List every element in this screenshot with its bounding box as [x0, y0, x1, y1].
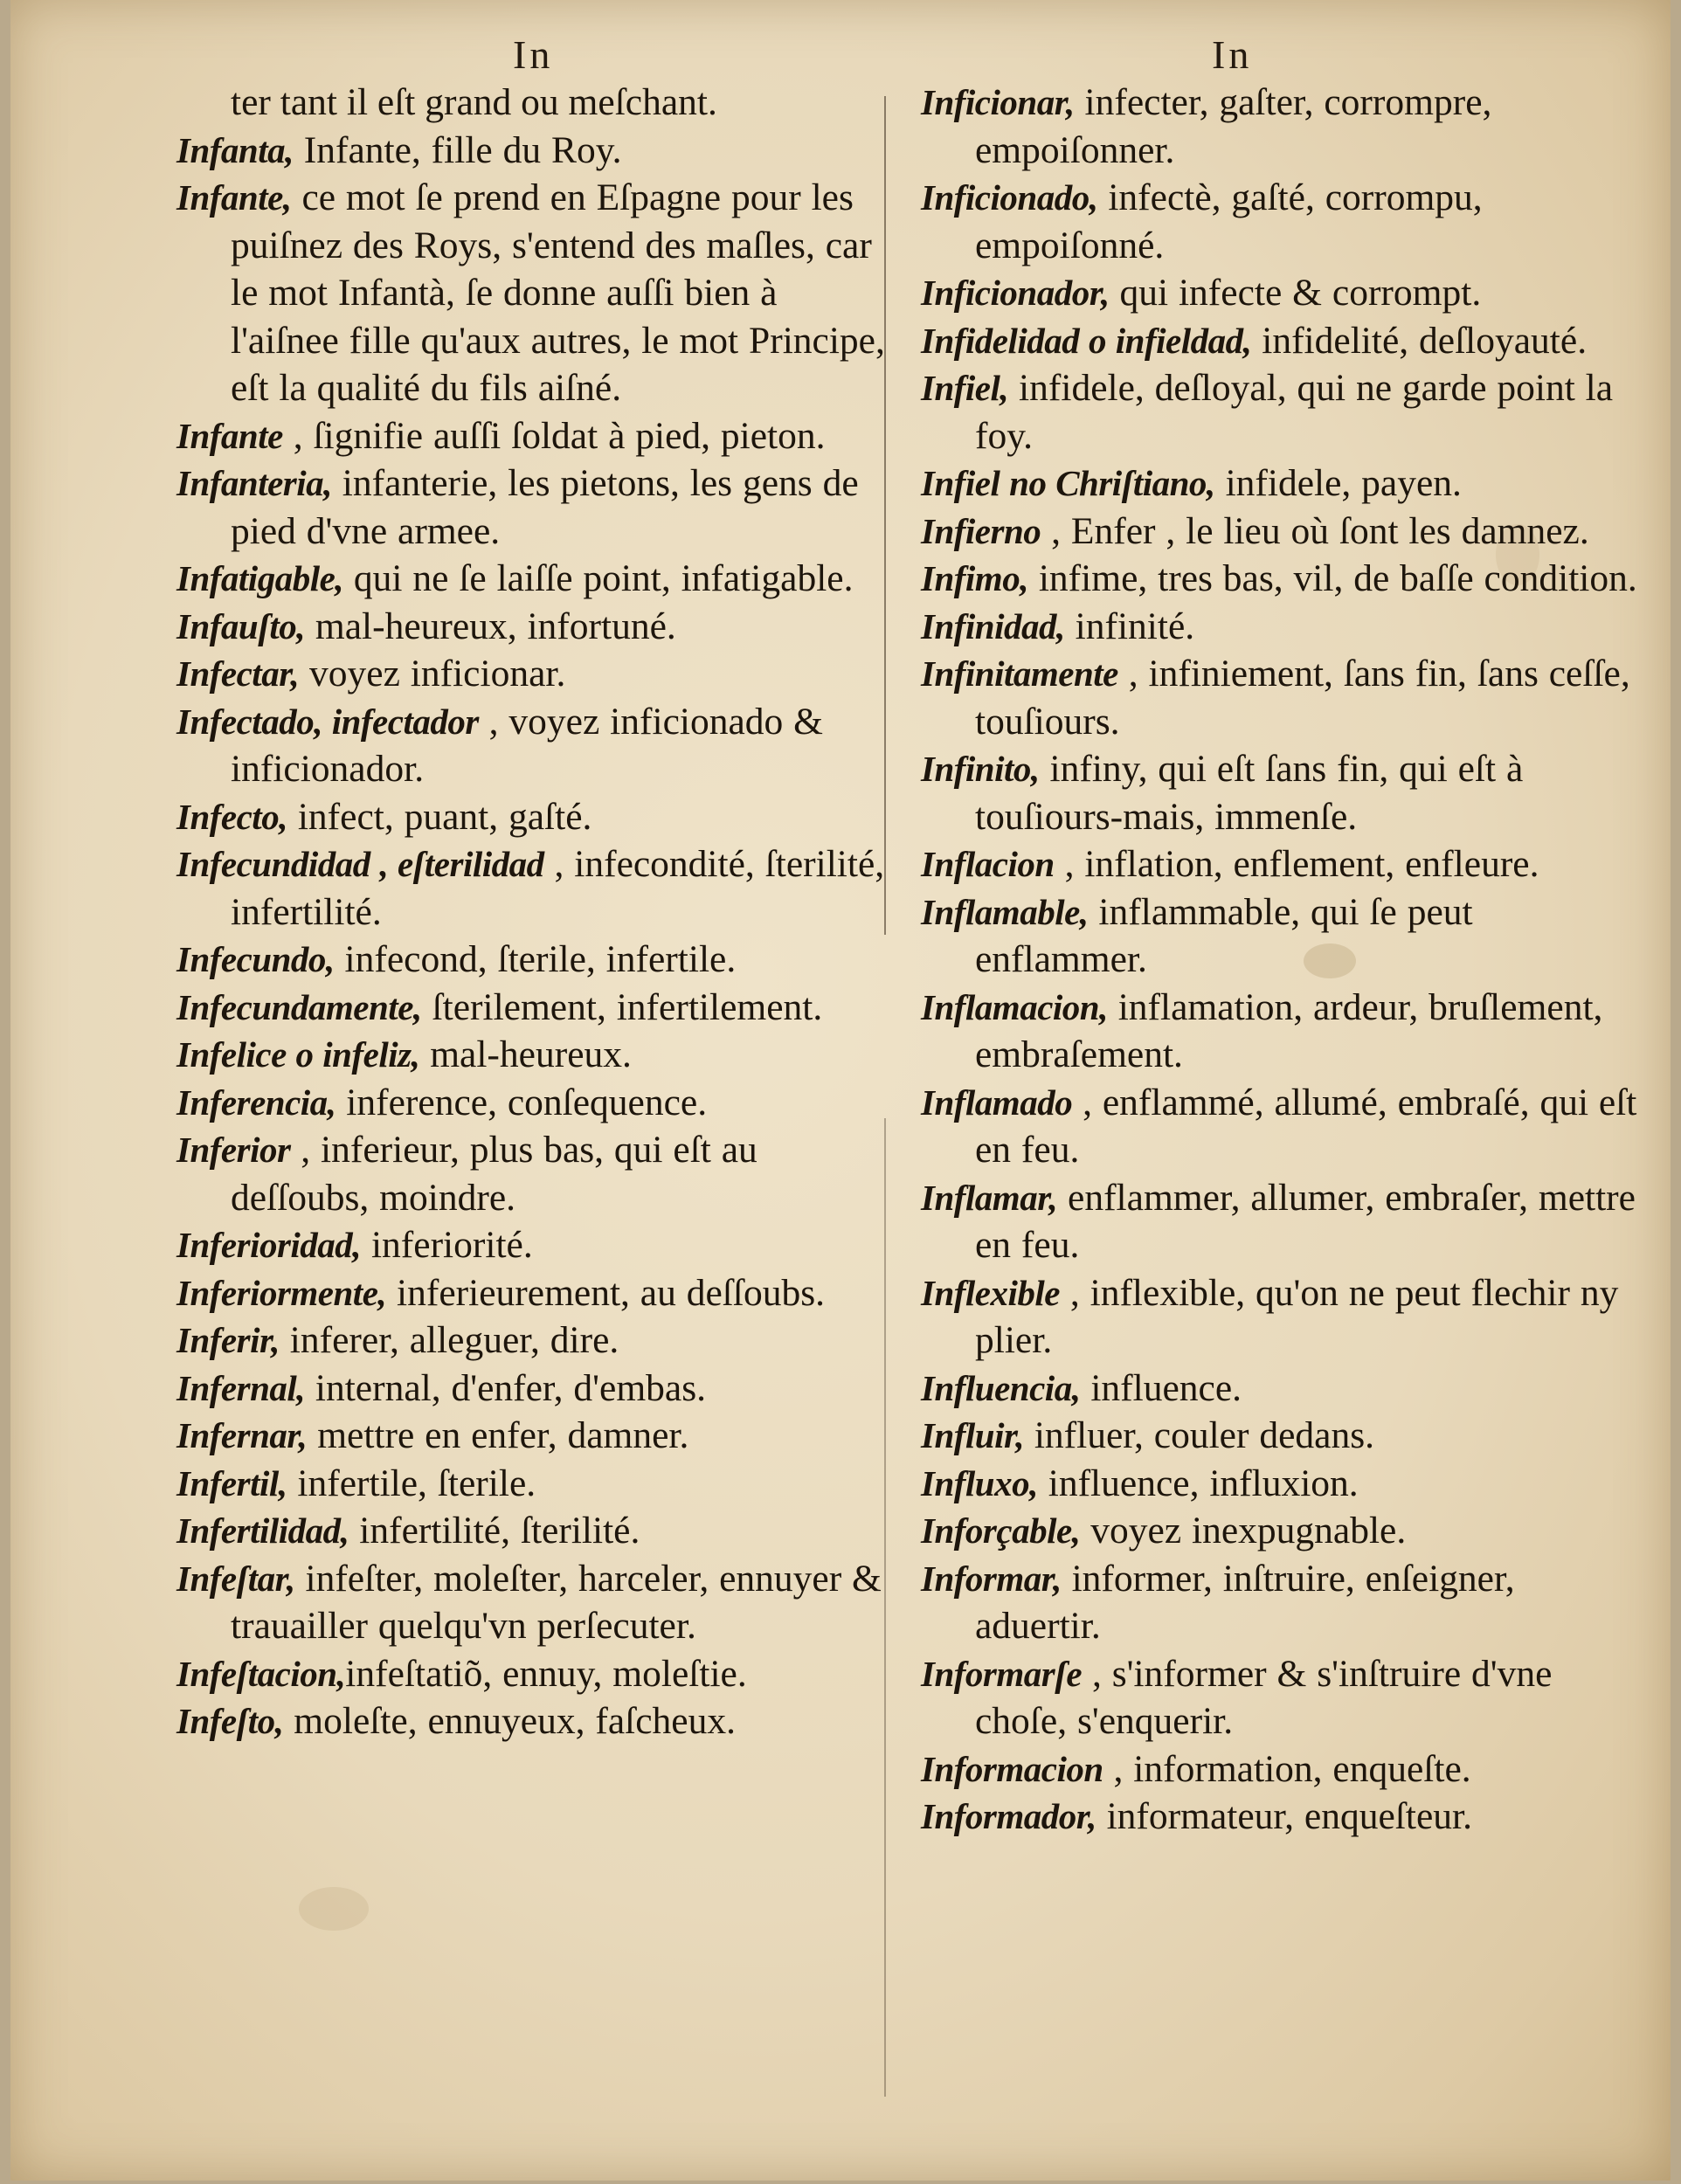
entry-definition: ce mot ſe prend en Eſpagne pour les puiſnez des Roys, s'entend des maſles, car le mot Infantà, ſe donne auſſi bien à l'aiſnee fille qu'aux autres, le mot Principe, eſt la qualité du fils aiſné.: [231, 176, 885, 409]
entry-headword: Infecundo,: [176, 939, 335, 979]
entry-headword: Informacion: [921, 1748, 1103, 1789]
entry-definition: infertile, ſterile.: [287, 1462, 536, 1504]
dictionary-entry: [176, 1507, 893, 1555]
entry-headword: Infimo,: [921, 558, 1028, 598]
entry-headword: Inficionador,: [921, 273, 1110, 313]
right-entry-list: [921, 79, 1637, 1841]
entry-definition: mal-heureux, infortuné.: [305, 605, 676, 647]
entry-definition: internal, d'enfer, d'embas.: [305, 1366, 707, 1409]
entry-definition: , inflation, enflement, enfleure.: [1054, 843, 1539, 885]
entry-headword: Informador,: [921, 1796, 1096, 1836]
entry-definition: mal-heureux.: [419, 1033, 632, 1075]
dictionary-entry: [176, 1126, 893, 1221]
entry-definition: inflammable, qui ſe peut enflammer.: [975, 890, 1473, 980]
dictionary-entry: [921, 1412, 1637, 1460]
dictionary-entry: [176, 1365, 893, 1413]
entry-headword: Inflamado: [921, 1082, 1073, 1123]
right-column: [921, 79, 1637, 2105]
entry-definition: infertilité, ſterilité.: [349, 1510, 640, 1552]
entry-headword: Infelice o infeliz,: [176, 1034, 420, 1075]
dictionary-entry: [176, 127, 893, 175]
dictionary-entry: [921, 508, 1637, 556]
dictionary-entry: [921, 1745, 1637, 1794]
entry-definition: voyez inexpugnable.: [1080, 1510, 1407, 1552]
entry-headword: Infatigable,: [176, 558, 344, 598]
dictionary-entry: [921, 460, 1637, 508]
entry-definition: influer, couler dedans.: [1023, 1414, 1375, 1456]
entry-definition: , infecondité, ſterilité, infertilité.: [231, 843, 885, 933]
entry-definition: qui ne ſe laiſſe point, infatigable.: [343, 557, 854, 599]
entry-definition: mettre en enfer, damner.: [307, 1414, 689, 1456]
entry-definition: infect, puant, gaſté.: [287, 795, 592, 838]
entry-definition: , inflexible, qu'on ne peut flechir ny plier.: [975, 1271, 1619, 1361]
entry-headword: Infante,: [176, 177, 292, 218]
dictionary-entry: [921, 1507, 1637, 1555]
dictionary-entry: [176, 840, 893, 936]
dictionary-entry: [176, 555, 893, 603]
dictionary-entry: [176, 1697, 893, 1745]
left-column: [176, 79, 893, 2105]
entry-headword: Infante: [176, 415, 283, 456]
entry-headword: Inferioridad,: [176, 1225, 362, 1265]
dictionary-entry: [921, 650, 1637, 745]
entry-headword: Infauſto,: [176, 605, 306, 646]
entry-headword: Inficionar,: [921, 82, 1075, 122]
dictionary-entry: [176, 1412, 893, 1460]
dictionary-entry: [176, 1269, 893, 1317]
dictionary-entry: [176, 603, 893, 651]
entry-headword: Inferior: [176, 1130, 291, 1170]
entry-definition: inferiorité.: [361, 1224, 533, 1266]
entry-definition: infidele, payen.: [1214, 462, 1462, 504]
entry-headword: Infeſto,: [176, 1701, 284, 1741]
dictionary-page: [10, 0, 1671, 2181]
dictionary-entry: [176, 174, 893, 412]
dictionary-entry: [921, 1460, 1637, 1508]
entry-headword: Infectar,: [176, 653, 300, 694]
dictionary-entry: [921, 79, 1637, 174]
entry-definition: infime, tres bas, vil, de baſſe condition.: [1027, 557, 1637, 599]
entry-definition: infidele, deſloyal, qui ne garde point la foy.: [975, 367, 1614, 457]
entry-headword: Inflamable,: [921, 891, 1089, 932]
entry-headword: Infertilidad,: [176, 1510, 349, 1551]
dictionary-entry: [176, 1555, 893, 1650]
entry-headword: Informarſe: [921, 1653, 1083, 1694]
entry-definition: influence.: [1080, 1366, 1242, 1409]
dictionary-entry: [176, 1317, 893, 1365]
dictionary-entry: [921, 840, 1637, 888]
entry-headword: Infidelidad o infieldad,: [921, 320, 1252, 361]
entry-definition: , voyez inficionado & inficionador.: [231, 700, 823, 790]
entry-definition: infiny, qui eſt ſans fin, qui eſt à touſiours-mais, immenſe.: [975, 748, 1524, 838]
entry-definition: influence, influxion.: [1037, 1462, 1359, 1504]
dictionary-entry: [921, 555, 1637, 603]
entry-headword: Inferiormente,: [176, 1272, 387, 1313]
dictionary-entry: [921, 269, 1637, 317]
dictionary-entry: [176, 460, 893, 555]
running-head-right: In: [1212, 32, 1253, 77]
entry-headword: Infectado, infectador: [176, 701, 479, 742]
entry-definition: infanterie, les pietons, les gens de pied d'vne armee.: [231, 462, 859, 552]
left-entry-list: [176, 127, 893, 1745]
entry-definition: infeſter, moleſter, harceler, ennuyer & trauailler quelqu'vn perſecuter.: [231, 1557, 882, 1647]
entry-definition: inflamation, ardeur, bruſlement, embraſement.: [975, 985, 1603, 1075]
dictionary-entry: [921, 745, 1637, 840]
entry-headword: Infiel no Chriſtiano,: [921, 463, 1215, 503]
dictionary-entry: [921, 1079, 1637, 1174]
dictionary-entry: [921, 174, 1637, 269]
dictionary-entry: [921, 1365, 1637, 1413]
entry-headword: Infinidad,: [921, 605, 1065, 646]
entry-definition: , ſignifie auſſi ſoldat à pied, pieton.: [282, 414, 826, 457]
entry-headword: Infeſtar,: [176, 1558, 295, 1599]
dictionary-entry: [921, 317, 1637, 365]
entry-headword: Influxo,: [921, 1462, 1038, 1503]
entry-definition: infinité.: [1064, 605, 1195, 647]
dictionary-entry: [921, 364, 1637, 460]
entry-headword: Infinito,: [921, 749, 1040, 789]
entry-definition: ſterilement, infertilement.: [421, 985, 823, 1028]
entry-headword: Infiel,: [921, 368, 1009, 408]
entry-headword: Infernal,: [176, 1367, 306, 1408]
entry-headword: Infernar,: [176, 1415, 308, 1455]
dictionary-entry: [176, 1460, 893, 1508]
dictionary-entry: [921, 1174, 1637, 1269]
dictionary-entry: [176, 984, 893, 1032]
entry-definition: informateur, enqueſteur.: [1096, 1795, 1472, 1837]
dictionary-entry: [176, 1650, 893, 1698]
entry-headword: Infertil,: [176, 1462, 287, 1503]
dictionary-entry: [921, 1269, 1637, 1365]
dictionary-entry: [176, 1221, 893, 1269]
entry-definition: inferieurement, au deſſoubs.: [386, 1271, 826, 1314]
entry-headword: Infanta,: [176, 129, 294, 170]
dictionary-entry: [921, 984, 1637, 1079]
entry-definition: voyez inficionar.: [299, 653, 566, 695]
entry-headword: Inflamacion,: [921, 986, 1108, 1027]
entry-definition: , enflammé, allumé, embraſé, qui eſt en feu.: [975, 1081, 1637, 1171]
entry-headword: Infecundidad , eſterilidad: [176, 844, 544, 884]
entry-definition: moleſte, ennuyeux, faſcheux.: [283, 1700, 736, 1742]
entry-headword: Inferencia,: [176, 1082, 336, 1123]
entry-definition: qui infecte & corrompt.: [1109, 272, 1482, 314]
running-head-left: In: [513, 32, 554, 77]
dictionary-entry: [176, 1079, 893, 1127]
entry-headword: Informar,: [921, 1558, 1062, 1599]
entry-definition: infeſtatiõ, ennuy, moleſtie.: [345, 1652, 747, 1695]
entry-definition: , inferieur, plus bas, qui eſt au deſſoubs, moindre.: [231, 1129, 757, 1219]
entry-definition: informer, inſtruire, enſeigner, aduertir.: [975, 1557, 1515, 1647]
dictionary-entry: [176, 1031, 893, 1079]
entry-headword: Infanteria,: [176, 463, 332, 503]
dictionary-entry: [921, 1555, 1637, 1650]
entry-definition: inference, conſequence.: [336, 1081, 708, 1123]
entry-definition: , s'informer & s'inſtruire d'vne choſe, s'enquerir.: [975, 1652, 1553, 1742]
entry-headword: Inflacion: [921, 844, 1055, 884]
entry-definition: , Enfer , le lieu où ſont les damnez.: [1041, 509, 1589, 552]
dictionary-entry: [176, 650, 893, 698]
entry-headword: Inflexible: [921, 1272, 1060, 1313]
entry-definition: , information, enqueſte.: [1103, 1747, 1471, 1790]
entry-definition: , infiniement, ſans fin, ſans ceſſe, touſiours.: [975, 653, 1630, 743]
dictionary-entry: [176, 936, 893, 984]
entry-definition: enflammer, allumer, embraſer, mettre en feu.: [975, 1176, 1636, 1266]
entry-definition: Infante, fille du Roy.: [293, 128, 622, 171]
entry-headword: Inficionado,: [921, 177, 1098, 218]
dictionary-entry: [176, 698, 893, 793]
entry-definition: infecter, gaſter, corrompre, empoiſonner.: [975, 81, 1492, 171]
dictionary-entry: [921, 1793, 1637, 1841]
entry-headword: Infinitamente: [921, 653, 1118, 694]
continuation-line: ter tant il eſt grand ou meſchant.: [231, 81, 717, 123]
entry-definition: infidelité, deſloyauté.: [1251, 319, 1588, 362]
entry-headword: Infecundamente,: [176, 986, 422, 1027]
entry-headword: Inforçable,: [921, 1510, 1081, 1551]
entry-definition: inferer, alleguer, dire.: [279, 1319, 619, 1361]
entry-headword: Influir,: [921, 1415, 1024, 1455]
dictionary-entry: [176, 412, 893, 460]
entry-headword: Inferir,: [176, 1320, 280, 1360]
entry-headword: Infeſtacion,: [176, 1653, 346, 1694]
dictionary-entry: [921, 603, 1637, 651]
dictionary-entry: [176, 793, 893, 841]
entry-definition: infecond, ſterile, infertile.: [334, 938, 737, 980]
dictionary-entry: [921, 888, 1637, 984]
entry-headword: Infecto,: [176, 796, 287, 837]
dictionary-entry: [921, 1650, 1637, 1745]
entry-headword: Influencia,: [921, 1367, 1081, 1408]
entry-definition: infectè, gaſté, corrompu, empoiſonné.: [975, 176, 1483, 266]
entry-headword: Infierno: [921, 510, 1041, 551]
entry-headword: Inflamar,: [921, 1177, 1058, 1218]
